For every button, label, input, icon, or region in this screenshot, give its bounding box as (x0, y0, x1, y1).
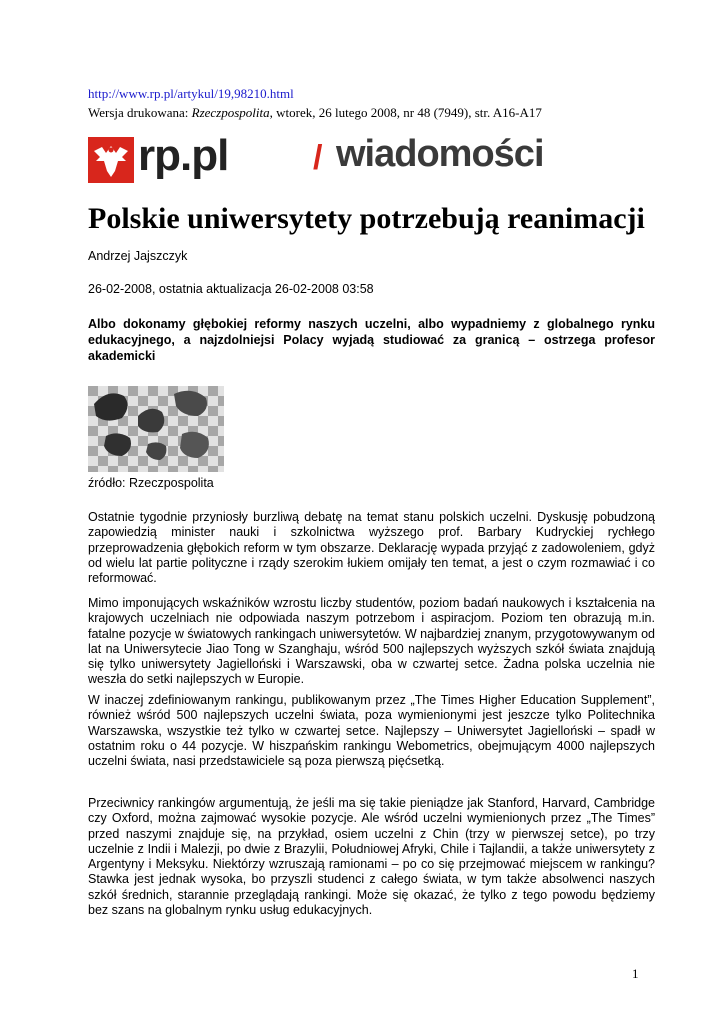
article-paragraph: Ostatnie tygodnie przyniosły burzliwą debatę na temat stanu polskich uczelni. Dyskusję pobudzoną zapowiedzią minister nauki i szkolnictwa wyższego prof. Barbary Kudryckiej rychłego przeprowadzenia głębokich reform w tym obszarze. Deklarację wypada przyjąć z zadowoleniem, gdyż od wielu lat partie polityczne i rządy szerokim łukiem omijały ten temat, a jest o czym rozmawiać i co reformować. (88, 510, 655, 586)
article-date: 26-02-2008, ostatnia aktualizacja 26-02-2008 03:58 (88, 282, 374, 296)
eagle-logo-icon (88, 137, 134, 183)
source-url-link[interactable]: http://www.rp.pl/artykul/19,98210.html (88, 86, 294, 101)
article-title: Polskie uniwersytety potrzebują reanimacji (88, 202, 645, 235)
article-author: Andrzej Jajszczyk (88, 249, 188, 263)
article-paragraph: Mimo imponujących wskaźników wzrostu liczby studentów, poziom badań naukowych i kształcenia na krajowych uczelniach nie odpowiada naszym potrzebom i aspiracjom. Poziom ten obrazują m.in. fatalne pozycje w światowych rankingach uniwersytetów. W najbardziej znanym, przygotowywanym od lat na Uniwersytecie Jiao Tong w Szanghaju, wśród 500 najlepszych wyższych szkół świata znajdują się tylko uniwersytety Jagielloński i Warszawski, oba w czwartej setce. Żadna polska uczelnia nie weszła do setki najlepszych w Europie. (88, 596, 655, 687)
article-paragraph: W inaczej zdefiniowanym rankingu, publikowanym przez „The Times Higher Education Supplement”, również wśród 500 najlepszych uczelni świata, poza wymienionymi jest jeszcze tylko Politechnika Warszawska, wszystkie też tylko w czwartej setce. Najlepszy – Uniwersytet Jagielloński – spadł w ostatnim roku o 44 pozycje. W hiszpańskim rankingu Webometrics, obejmującym 4000 najlepszych uczelni świata, nasi przedstawiciele są poza pierwszą pięćsetką. (88, 693, 655, 769)
photo-caption: źródło: Rzeczpospolita (88, 476, 214, 490)
article-photo (88, 386, 224, 472)
print-edition-source: Rzeczpospolita (191, 105, 270, 120)
print-edition-prefix: Wersja drukowana: (88, 105, 192, 120)
logo-brand-text: rp.pl (138, 131, 229, 180)
print-edition-info (88, 105, 542, 121)
logo-slash: / (313, 139, 323, 177)
article-paragraph: Przeciwnicy rankingów argumentują, że jeśli ma się takie pieniądze jak Stanford, Harvard, Cambridge czy Oxford, można zajmować wysokie pozycje. Ale wśród uczelni wymienionych przez „The Times” przed naszymi znajduje się, na przykład, osiem uczelni z Chin (trzy w pierwszej setce), po trzy uczelnie z Indii i Malezji, po dwie z Brazylii, Południowej Afryki, Chile i Tajlandii, a także uniwersytety z Argentyny i Meksyku. Niektórzy wzruszają ramionami – po co się przejmować miejscem w rankingu? Stawka jest jednak wysoka, bo przyszli studenci z całego świata, w tym także absolwenci naszych szkół średnich, starannie przeglądają rankingi. Może się okazać, że tylko z tego powodu będziemy bez szans na globalnym rynku usług edukacyjnych. (88, 796, 655, 918)
logo-section-text: wiadomości (336, 133, 544, 175)
article-lead: Albo dokonamy głębokiej reformy naszych uczelni, albo wypadniemy z globalnego rynku edukacyjnego, a najzdolniejsi Polacy wyjadą studiować za granicą – ostrzega profesor akademicki (88, 317, 655, 363)
print-edition-suffix: , wtorek, 26 lutego 2008, nr 48 (7949), str. A16-A17 (269, 105, 542, 120)
page-number: 1 (632, 966, 639, 981)
rp-pl-logo (88, 131, 544, 185)
